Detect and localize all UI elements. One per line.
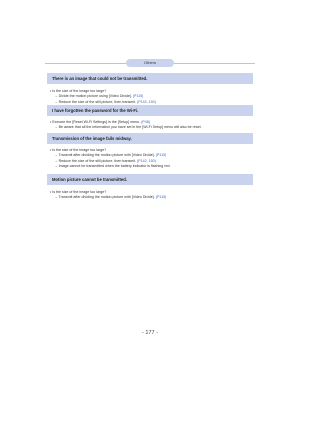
page-reference-link[interactable]: (P48) (141, 120, 150, 124)
page-reference-link[interactable]: (P115) (155, 153, 167, 158)
bullet-line: • Execute the [Reset Wi-Fi Settings] in the [Setup] menu. (P48) (50, 120, 150, 124)
page-number: - 177 - (141, 330, 159, 336)
section-title-untransmitted-image: There is an image that could not be transmitted. (47, 73, 253, 84)
arrow-line: → Transmit after dividing the motion picture with [Video Divide]. (P115) (54, 195, 167, 200)
page-reference-link[interactable]: (P115) (155, 195, 167, 200)
section-title-forgotten-password: I have forgotten the password for the Wi-Fi. (47, 105, 253, 116)
arrow-line: → Be aware that all the information you have set in the [Wi-Fi Setup] menu will also be reset. (54, 125, 202, 130)
section-body-motion-picture (50, 190, 260, 201)
section-body-forgotten-password (50, 120, 260, 131)
section-title-transmission-fails: Transmission of the image fails midway. (47, 133, 253, 144)
arrow-line: → Reduce the size of the still picture, then transmit. (P142, 150) (54, 158, 156, 163)
bullet-line: • Is the size of the image too large? (50, 89, 107, 93)
section-body-transmission-fails (50, 148, 260, 170)
section-title-motion-picture: Motion picture cannot be transmitted. (47, 174, 253, 185)
arrow-line: → Reduce the size of the still picture, then transmit. (P142, 150) (54, 99, 156, 104)
page-reference-link[interactable]: (P142, 150) (137, 158, 156, 163)
page-reference-link[interactable]: (P115) (132, 94, 144, 99)
arrow-line: → Transmit after dividing the motion picture with [Video Divide]. (P115) (54, 153, 167, 158)
arrow-line: → Divide the motion picture using [Video Divide]. (P115) (54, 94, 144, 99)
page-reference-link[interactable]: (P142, 150) (137, 99, 156, 104)
bullet-line: • Is the size of the image too large? (50, 148, 107, 152)
bullet-line: • Is the size of the image too large? (50, 190, 107, 194)
arrow-line: → Image cannot be transmitted when the battery indicator is flashing red. (54, 164, 171, 169)
section-body-untransmitted-image (50, 89, 260, 105)
chapter-label: Others (126, 59, 174, 67)
